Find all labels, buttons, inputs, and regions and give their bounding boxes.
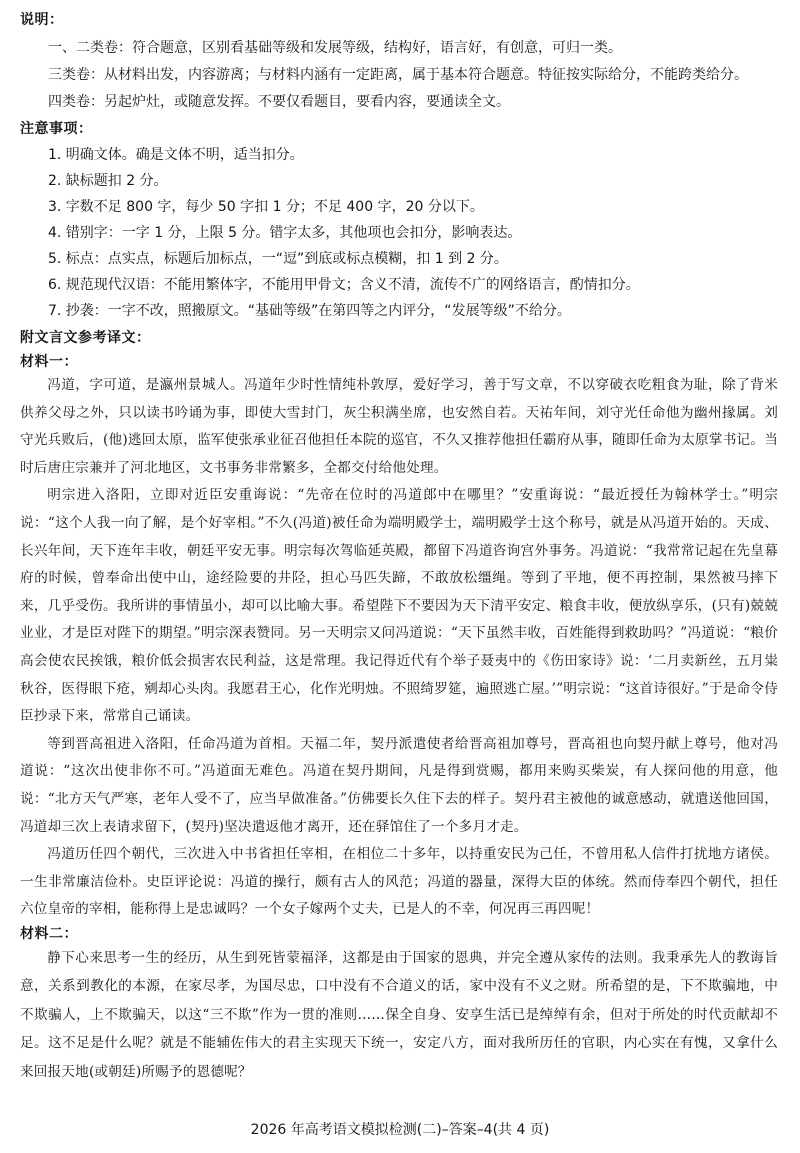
explanation-heading: 说明： <box>20 12 64 28</box>
note-item: 6. 规范现代汉语：不能用繁体字，不能用甲骨文；含义不清，流传不广的网络语言，酌情扣分。 <box>48 277 640 293</box>
explanation-section <box>20 10 778 112</box>
material-one-paragraph: 冯道，字可道，是瀛州景城人。冯道年少时性情纯朴敦厚，爱好学习，善于写文章，不以穿破衣吃粗食为耻，除了背米供养父母之外，只以读书吟诵为事，即使大雪封门，灰尘积满坐席，也安然自若。天祐年间，刘守光任命他为幽州掾属。刘守光兵败后，(他)逃回太原，监军使张承业征召他担任本院的巡官，不久又推荐他担任霸府从事，随即任命为太原掌书记。当时后唐庄宗兼并了河北地区，文书事务非常繁多，全都交付给他处理。 <box>20 377 778 476</box>
note-item: 4. 错别字：一字 1 分，上限 5 分。错字太多，其他项也会扣分，影响表达。 <box>48 225 522 241</box>
notes-section <box>20 119 778 321</box>
material-two-paragraph: 静下心来思考一生的经历，从生到死皆蒙福泽，这都是由于国家的恩典，并完全遵从家传的法则。我秉承先人的教诲旨意，关系到教化的本源，在家尽孝，为国尽忠，口中没有不合道义的话，家中没有不义之财。所希望的是，下不欺骗地，中不欺骗人，上不欺骗天，以这“三不欺”作为一贯的准则……保全自身、安享生活已是绰绰有余，但对于所处的时代贡献却不足。这不足是什么呢？就是不能辅佐伟大的君主实现天下统一，安定八方，面对我所历任的官职，内心实在有愧，又拿什么来回报天地(或朝廷)所赐予的恩德呢？ <box>20 949 778 1080</box>
material-one-heading: 材料一： <box>20 354 78 370</box>
grading-rule-class-4: 四类卷：另起炉灶，或随意发挥。不要仅看题目，要看内容，要通读全文。 <box>48 94 510 110</box>
note-item: 7. 抄袭：一字不改，照搬原文。“基础等级”在第四等之内评分，“发展等级”不给分。 <box>48 303 571 319</box>
material-one-paragraph: 明宗进入洛阳，立即对近臣安重诲说：“先帝在位时的冯道郎中在哪里？”安重诲说：“最近授任为翰林学士。”明宗说：“这个人我一向了解，是个好宰相。”不久(冯道)被任命为端明殿学士，端明殿学士这个称号，就是从冯道开始的。天成、长兴年间，天下连年丰收，朝廷平安无事。明宗每次驾临延英殿，都留下冯道咨询宫外事务。冯道说：“我常常记起在先皇幕府的时候，曾奉命出使中山，途经险要的井陉，担心马匹失蹄，不敢放松缰绳。等到了平地，便不再控制，果然被马摔下来，几乎受伤。我所讲的事情虽小，却可以比喻大事。希望陛下不要因为天下清平安定、粮食丰收，便放纵享乐，(只有)兢兢业业，才是臣对陛下的期望。”明宗深表赞同。另一天明宗又问冯道说：“天下虽然丰收，百姓能得到救助吗？”冯道说：“粮价高会使农民挨饿，粮价低会损害农民利益，这是常理。我记得近代有个举子聂夷中的《伤田家诗》说：‘二月卖新丝，五月粜秋谷，医得眼下疮，剜却心头肉。我愿君王心，化作光明烛。不照绮罗筵，遍照逃亡屋。’”明宗说：“这首诗很好。”于是命令侍臣抄录下来，常常自己诵读。 <box>20 487 778 725</box>
grading-rule-class-3: 三类卷：从材料出发，内容游离；与材料内涵有一定距离，属于基本符合题意。特征按实际给分，不能跨类给分。 <box>48 67 748 83</box>
note-item: 3. 字数不足 800 字，每少 50 字扣 1 分；不足 400 字，20 分以下。 <box>48 199 484 215</box>
page-footer: 2026 年高考语文模拟检测(二)–答案–4(共 4 页) <box>250 1122 550 1138</box>
grading-rule-class-1-2: 一、二类卷：符合题意，区别看基础等级和发展等级，结构好，语言好，有创意，可归一类。 <box>48 40 622 56</box>
note-item: 5. 标点：点实点，标题后加标点，一“逗”到底或标点模糊，扣 1 到 2 分。 <box>48 251 508 267</box>
material-one-section <box>20 352 778 924</box>
material-two-heading: 材料二： <box>20 925 78 942</box>
note-item: 2. 缺标题扣 2 分。 <box>48 173 168 189</box>
material-two-section <box>20 924 778 1086</box>
material-one-paragraph: 等到晋高祖进入洛阳，任命冯道为首相。天福二年，契丹派遣使者给晋高祖加尊号，晋高祖也向契丹献上尊号，他对冯道说：“这次出使非你不可。”冯道面无难色。冯道在契丹期间，凡是得到赏赐，都用来购买柴炭，有人探问他的用意，他说：“北方天气严寒，老年人受不了，应当早做准备。”仿佛要长久住下去的样子。契丹君主被他的诚意感动，就遣送他回国，冯道却三次上表请求留下，(契丹)坚决遣返他才离开，还在驿馆住了一个多月才走。 <box>20 735 778 835</box>
note-item: 1. 明确文体。确是文体不明，适当扣分。 <box>48 147 304 163</box>
notes-heading: 注意事项： <box>20 121 93 137</box>
translation-heading: 附文言文参考译文： <box>20 330 151 346</box>
material-one-paragraph: 冯道历任四个朝代，三次进入中书省担任宰相，在相位二十多年，以持重安民为己任，不曾用私人信件打扰地方诸侯。一生非常廉洁俭朴。史臣评论说：冯道的操行，颇有古人的风范；冯道的器量，深得大臣的体统。然而侍奉四个朝代，担任六位皇帝的宰相，能称得上是忠诚吗？一个女子嫁两个丈夫，已是人的不幸，何况再三再四呢！ <box>20 846 778 918</box>
